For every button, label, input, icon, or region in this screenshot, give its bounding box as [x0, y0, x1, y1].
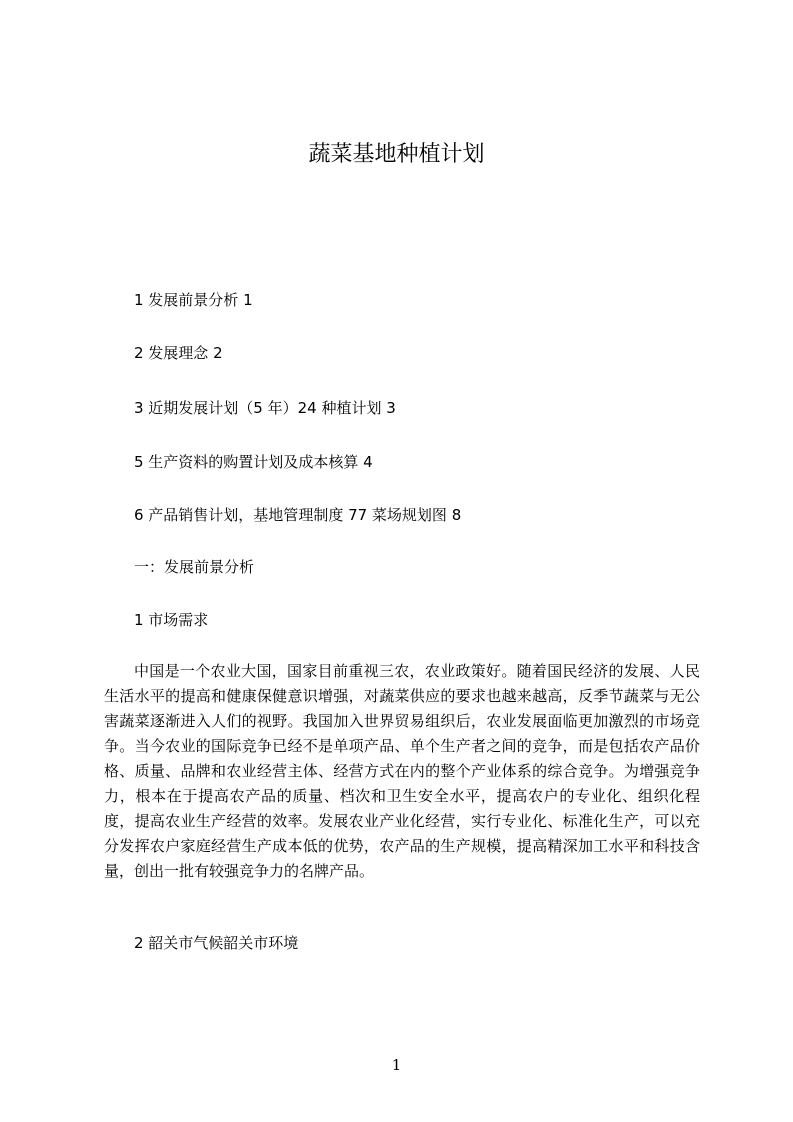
subsection-heading-market-demand: 1 市场需求: [134, 611, 209, 629]
document-title: 蔬菜基地种植计划: [308, 142, 485, 167]
body-paragraph: 中国是一个农业大国，国家目前重视三农，农业政策好。随着国民经济的发展、人民生活水平的提高和健康保健意识增强，对蔬菜供应的要求也越来越高，反季节蔬菜与无公害蔬菜逐渐进入人们的视野。我国加入世界贸易组织后，农业发展面临更加激烈的市场竞争。当今农业的国际竞争已经不是单项产品、单个生产者之间的竞争，而是包括农产品价格、质量、品牌和农业经营主体、经营方式在内的整个产业体系的综合竞争。为增强竞争力，根本在于提高农产品的质量、档次和卫生安全水平，提高农户的专业化、组织化程度，提高农业生产经营的效率。发展农业产业化经营，实行专业化、标准化生产，可以充分发挥农户家庭经营生产成本低的优势，农产品的生产规模，提高精深加工水平和科技含量，创出一批有较强竞争力的名牌产品。: [104, 662, 700, 880]
toc-item-2: 2 发展理念 2: [134, 344, 223, 362]
section-heading: 一：发展前景分析: [134, 558, 255, 576]
toc-item-5: 6 产品销售计划，基地管理制度 77 菜场规划图 8: [134, 506, 462, 524]
toc-item-3: 3 近期发展计划（5 年）24 种植计划 3: [134, 399, 396, 417]
page-number: 1: [391, 1056, 402, 1074]
toc-item-4: 5 生产资料的购置计划及成本核算 4: [134, 453, 373, 471]
subsection-heading-climate: 2 韶关市气候韶关市环境: [134, 934, 299, 952]
toc-item-1: 1 发展前景分析 1: [134, 291, 253, 309]
